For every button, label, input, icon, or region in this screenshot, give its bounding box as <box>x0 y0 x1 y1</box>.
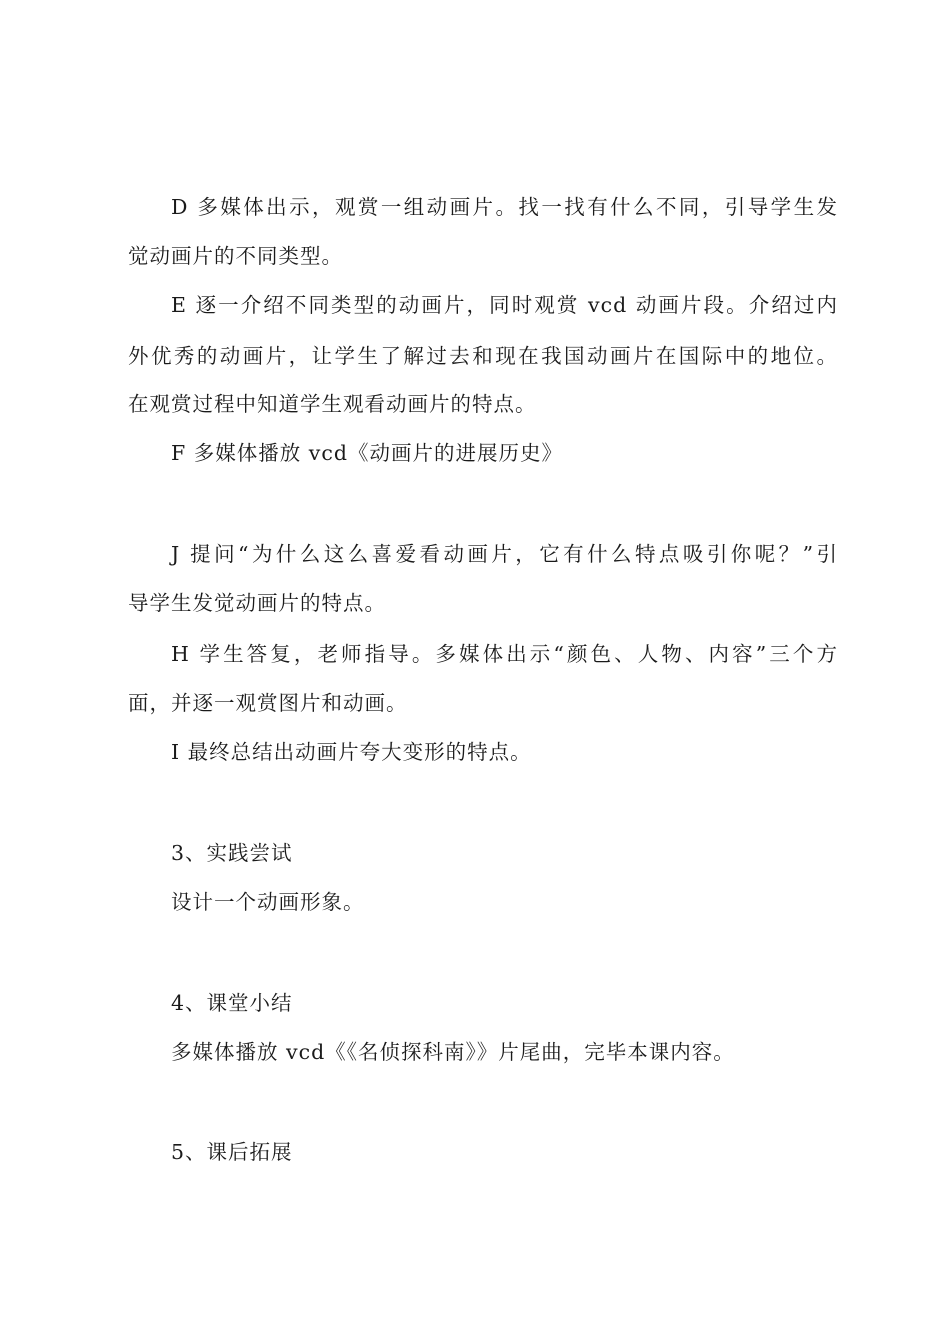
section-3-heading: 3、实践尝试 <box>171 841 293 865</box>
paragraph-e-line-1: E 逐一介绍不同类型的动画片，同时观赏 vcd 动画片段。介绍过内 <box>171 293 838 317</box>
paragraph-j-line-1: J 提问“为什么这么喜爱看动画片，它有什么特点吸引你呢？”引 <box>171 542 838 566</box>
paragraph-d-line-1: D 多媒体出示，观赏一组动画片。找一找有什么不同，引导学生发 <box>171 195 838 219</box>
paragraph-e-line-2: 外优秀的动画片，让学生了解过去和现在我国动画片在国际中的地位。 <box>128 344 838 368</box>
paragraph-h-line-2: 面，并逐一观赏图片和动画。 <box>128 691 408 715</box>
paragraph-e-line-3: 在观赏过程中知道学生观看动画片的特点。 <box>128 392 537 416</box>
paragraph-h-line-1: H 学生答复，老师指导。多媒体出示“颜色、人物、内容”三个方 <box>171 642 838 666</box>
section-5-heading: 5、课后拓展 <box>171 1140 293 1164</box>
paragraph-f-line-1: F 多媒体播放 vcd《动画片的进展历史》 <box>171 441 563 465</box>
section-4-body: 多媒体播放 vcd《《名侦探科南》》片尾曲，完毕本课内容。 <box>171 1040 735 1064</box>
paragraph-j-line-2: 导学生发觉动画片的特点。 <box>128 591 386 615</box>
paragraph-d-line-2: 觉动画片的不同类型。 <box>128 244 343 268</box>
section-3-body: 设计一个动画形象。 <box>171 890 365 914</box>
paragraph-i-line-1: I 最终总结出动画片夸大变形的特点。 <box>171 740 532 764</box>
section-4-heading: 4、课堂小结 <box>171 991 293 1015</box>
